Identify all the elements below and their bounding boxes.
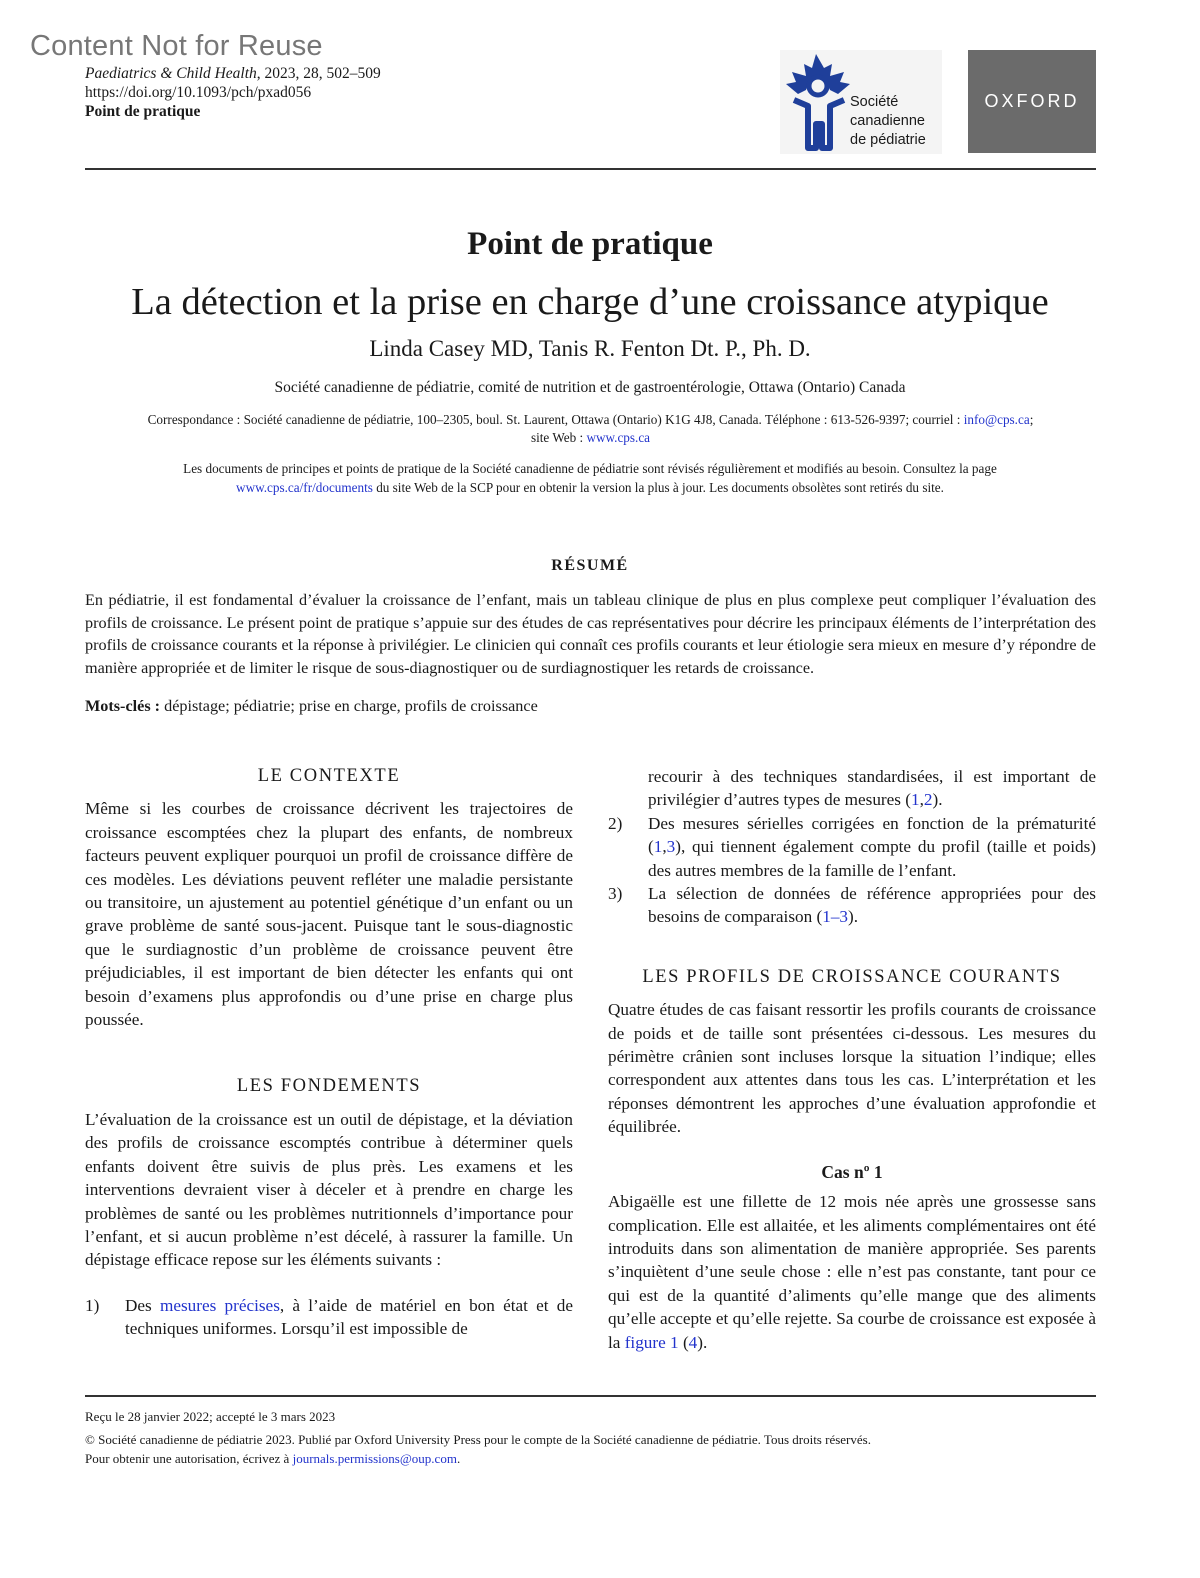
list-item-3-pre: La sélection de données de référence appropriées pour des besoins de comparaison ( xyxy=(648,884,1096,927)
ref-separator: , xyxy=(662,837,667,857)
policy-text-1: Les documents de principes et points de pratique de la Société canadienne de pédiatrie sont révisés régulièrement et modifiés au besoin. Consultez la page xyxy=(183,461,997,476)
case-paragraph xyxy=(608,1190,1096,1354)
affiliation: Société canadienne de pédiatrie, comité de nutrition et de gastroentérologie, Ottawa (Ontario) Canada xyxy=(274,379,906,396)
keywords-label: Mots-clés : xyxy=(85,697,161,715)
resume-heading: RÉSUMÉ xyxy=(551,557,629,574)
correspondence-email-link[interactable]: info@cps.ca xyxy=(963,412,1030,427)
list-item-3 xyxy=(608,882,1096,929)
authors: Linda Casey MD, Tanis R. Fenton Dt. P., Ph. D. xyxy=(369,336,811,361)
ref-link-2[interactable]: 2 xyxy=(923,790,933,810)
list-item-2-pre: Des mesures sérielles corrigées en fonction de la prématurité ( xyxy=(648,813,1096,857)
journal-name: Paediatrics & Child Health xyxy=(85,65,257,82)
ref-link-1[interactable]: 1 xyxy=(910,790,920,810)
list-number-2: 2) xyxy=(608,813,623,833)
correspondence-separator: ; xyxy=(1029,412,1034,427)
policy-documents-link[interactable]: www.cps.ca/fr/documents xyxy=(236,480,373,495)
footer xyxy=(85,1407,1096,1468)
site-link[interactable]: www.cps.ca xyxy=(586,430,651,445)
permissions-end: . xyxy=(456,1451,461,1466)
journal-meta xyxy=(85,64,381,121)
list-item-1-cont-pre: recourir à des techniques standardisées, il est important de privilégier d’autres types de mesures ( xyxy=(648,767,1096,810)
site-label: site Web : xyxy=(530,430,587,445)
cps-logo-line1: Société xyxy=(850,94,899,110)
permissions-line xyxy=(85,1449,1096,1468)
list-item-1 xyxy=(85,1294,573,1341)
policy-text-2: du site Web de la SCP pour en obtenir la version la plus à jour. Les documents obsolètes sont retirés du site. xyxy=(372,480,944,495)
doc-type-heading: Point de pratique xyxy=(467,226,713,262)
ref-link-1[interactable]: 1 xyxy=(653,837,663,857)
journal-doi[interactable]: https://doi.org/10.1093/pch/pxad056 xyxy=(85,84,312,101)
journal-citation: , 2023, 28, 502–509 xyxy=(256,65,381,82)
list-item-2-post: ), qui tiennent également compte du profil (taille et poids) des autres membres de la famille de l’enfant. xyxy=(648,837,1096,880)
mesures-precises-link[interactable]: mesures précises xyxy=(159,1295,280,1315)
article-title: La détection et la prise en charge d’une croissance atypique xyxy=(131,281,1049,323)
cps-logo-line3: de pédiatrie xyxy=(850,132,926,148)
received-dates: Reçu le 28 janvier 2022; accepté le 3 mars 2023 xyxy=(85,1409,336,1424)
cps-logo-line2: canadienne xyxy=(850,113,925,129)
list-number-1: 1) xyxy=(85,1295,100,1315)
watermark-text: Content Not for Reuse xyxy=(30,30,323,62)
footer-divider xyxy=(85,1395,1096,1397)
list-item-3-post: ). xyxy=(848,907,859,927)
list-item-1-continued xyxy=(608,765,1096,812)
case-heading: Cas nº 1 xyxy=(821,1161,883,1182)
ref-link-1-3[interactable]: 1–3 xyxy=(822,907,848,927)
keywords-list: dépistage; pédiatrie; prise en charge, profils de croissance xyxy=(160,697,538,715)
ref-link-4[interactable]: 4 xyxy=(688,1332,698,1352)
correspondence-text: Correspondance : Société canadienne de pédiatrie, 100–2305, boul. St. Laurent, Ottawa (Ontario) K1G 4J8, Canada. Téléphone : 613-526-9397; courriel : xyxy=(147,412,964,427)
section-heading-fondements: LES FONDEMENTS xyxy=(236,1076,422,1097)
resume-body: En pédiatrie, il est fondamental d’évaluer la croissance de l’enfant, mais un tableau clinique de plus en plus complexe peut compliquer l’évaluation des profils de croissance. Le présent point de pratique s’appuie sur des études de cas représentatives pour décrire les principaux éléments de l’interprétation des profils de croissance courants et la réponse à privilégier. Le clinicien qui connaît ces profils courants et leur étiologie sera mieux en mesure d’y répondre de manière appropriée et de limiter le risque de sous-diagnostiquer ou de surdiagnostiquer les retards de croissance. xyxy=(85,591,1096,677)
permissions-email-link[interactable]: journals.permissions@oup.com xyxy=(292,1451,457,1466)
right-column xyxy=(608,765,1096,1354)
case-text-pre: Abigaëlle est une fillette de 12 mois née après une grossesse sans complication. Elle est allaitée, et les aliments complémentaires ont été introduits dans son alimentation de manière appropriée. Ses parents s’inquiètent d’une seule chose : elle n’est pas constante, tant pour ce qui est de la quantité d’aliments qu’elle mange que des aliments qu’elle accepte et qu’elle rejette. Sa courbe de croissance est exposée à la xyxy=(608,1192,1096,1352)
keywords xyxy=(85,697,1096,716)
permissions-text: Pour obtenir une autorisation, écrivez à xyxy=(85,1451,293,1466)
copyright-notice: © Société canadienne de pédiatrie 2023. Publié par Oxford University Press pour le compte de la Société canadienne de pédiatrie. Tous droits réservés. xyxy=(85,1432,871,1447)
cps-logo-text xyxy=(850,93,926,150)
article-type: Point de pratique xyxy=(85,103,201,120)
ref-separator: , xyxy=(919,790,924,810)
list-item-1-cont-post: ). xyxy=(932,790,943,810)
fondements-paragraph: L’évaluation de la croissance est un outil de dépistage, et la déviation des profils de croissance escomptés contribue à déterminer quels enfants doivent être suivis de plus près. Les examens et les interventions devraient viser à déceler et à prendre en charge les problèmes de santé ou les problèmes nutritionnels d’importance pour l’enfant, et si aucun problème n’est décelé, à rassurer la famille. Un dépistage efficace repose sur les éléments suivants : xyxy=(85,1109,573,1270)
contexte-paragraph: Même si les courbes de croissance décrivent les trajectoires de croissance escomptées chez la plupart des enfants, de nombreux facteurs peuvent expliquer pourquoi un profil de croissance diffère de ces modèles. Les déviations peuvent refléter une maladie persistante ou transitoire, un ajustement au potentiel génétique d’un enfant ou un grave problème de santé sous-jacent. Puisque tant le sous-diagnostic que le surdiagnostic d’un problème de croissance peuvent être préjudiciables, il est important de bien détecter les enfants qui ont besoin d’examens plus approfondis ou d’une prise en charge plus poussée. xyxy=(85,799,573,1030)
cps-logo xyxy=(780,50,942,154)
correspondence xyxy=(85,411,1096,447)
section-heading-profils: LES PROFILS DE CROISSANCE COURANTS xyxy=(642,966,1062,987)
section-heading-contexte: LE CONTEXTE xyxy=(257,766,401,786)
policy-note xyxy=(140,459,1040,497)
figure-1-link[interactable]: figure 1 xyxy=(624,1332,679,1352)
ref-link-3[interactable]: 3 xyxy=(666,837,676,857)
left-column xyxy=(85,765,573,1341)
list-item-1-post: , à l’aide de matériel en bon état et de techniques uniformes. Lorsqu’il est impossible de xyxy=(125,1295,574,1339)
profils-paragraph: Quatre études de cas faisant ressortir les profils courants de croissance de poids et de taille sont présentées ci-dessous. Les mesures du périmètre crânien sont incluses lorsque la situation l’indique; elles correspondent aux attentes dans tous les cas. L’interprétation et les réponses démontrent les approches d’une évaluation approfondie et équilibrée. xyxy=(608,1000,1096,1137)
case-text-post: ). xyxy=(697,1332,708,1352)
case-text-mid: ( xyxy=(678,1332,689,1352)
list-number-3: 3) xyxy=(608,884,623,904)
header-divider xyxy=(85,168,1096,170)
list-item-1-pre: Des xyxy=(125,1295,160,1315)
oxford-logo: OXFORD xyxy=(968,50,1096,153)
list-item-2 xyxy=(608,812,1096,882)
